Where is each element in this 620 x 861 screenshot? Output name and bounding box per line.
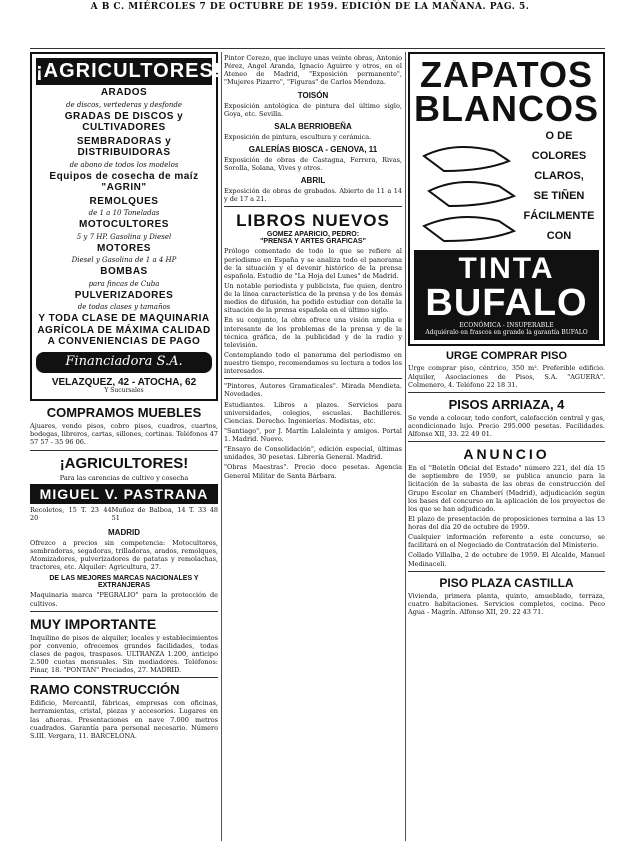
castilla-text: Vivienda, primera planta, quinto, amueblado, terraza, cuatro habitaciones. Servicios completos, cocina. Peco Agua - Magrín. Alfonso XII, 29. 22 43 71. (408, 591, 605, 616)
shoe-icon (414, 126, 524, 246)
muebles-title: COMPRAMOS MUEBLES (46, 405, 202, 421)
exhibition-title: SALA BERRIOBEÑA (274, 121, 352, 131)
separator (30, 677, 218, 678)
agri-item-title: ARADOS (100, 87, 148, 98)
tinta-bufalo-box (414, 250, 599, 340)
agri-item-title: PULVERIZADORES (74, 289, 174, 301)
exhibition-title: ABRIL (300, 176, 326, 186)
column-rule-2 (405, 52, 406, 841)
libros-title: LIBROS NUEVOS (236, 211, 390, 231)
exhibition-text: Exposición antológica de pintura del último siglo, Goya, etc. Sevilla. (224, 101, 402, 118)
exhibition-text: Exposición de obras de grabados. Abierto de 11 a 14 y de 17 a 21. (224, 187, 402, 204)
shoes-illustration (414, 126, 599, 246)
libros-ad: Estudiantes. Libros a plazos. Servicios para universidades, colegios, escuelas. Bachilleres. Ciencias. Derecho. Ingenierías. Modistas, etc. (224, 400, 402, 425)
libros-ad: "Pintores, Autores Gramaticales". Mirada Mendieta. Novedades. (224, 382, 402, 399)
zapatos-line1: ZAPATOS (419, 54, 593, 95)
libros-paragraph: Contemplando todo el panorama del periodismo en nuestro tiempo, recomendamos su lectura a todos los interesados. (224, 350, 402, 376)
agri-item-sub: de todas clases y tamaños (77, 303, 171, 312)
separator (408, 392, 605, 393)
agri-item-title: Y TODA CLASE DE MAQUINARIA AGRÍCOLA DE MÁXIMA CALIDAD A CONVENIENCIAS DE PAGO (37, 313, 211, 348)
marcas-title: DE LAS MEJORES MARCAS NACIONALES Y EXTRANJERAS (49, 575, 199, 590)
libros-subtitle-1: GOMEZ APARICIO, PEDRO: (266, 231, 360, 239)
libros-paragraph: Prólogo comentado de todo lo que se refiere al periodismo en España y se analiza todo el panorama de la situación y el devenir histórico de la prensa española. Estudio de "La Hoja del Lunes" de Madrid. (224, 247, 402, 280)
pastrana-addr-right: Muñoz de Balboa, 14 T. 33 48 51 (111, 505, 218, 522)
anuncio-paragraphs (408, 464, 605, 568)
agri-item-sub: para fincas de Cuba (88, 279, 160, 288)
exhibitions-list (224, 54, 402, 203)
anuncio-paragraph: El plazo de presentación de proposiciones termina a las 13 horas del día 20 de octubre de 1959. (408, 514, 605, 531)
madrid-title: MADRID (108, 527, 140, 537)
zapatos-side-line: CLAROS, (534, 170, 584, 182)
libros-subtitle-2: "PRENSA Y ARTES GRAFICAS" (260, 238, 366, 246)
tinta-line1: TINTA (458, 252, 555, 285)
separator (224, 206, 402, 207)
separator (30, 611, 218, 612)
construccion-text: Edificio, Mercantil, fábricas, empresas con oficinas, herramientas, cristal, piezas y accesorios. Lugares en las afueras. Presentaciones en nave 7.000 metros cuadrados. Garantía para personal necesario. Número S.III. Vergara, 11. BARCELONA. (30, 699, 218, 740)
separator (224, 378, 402, 379)
muebles-text: Ajuares, vendo pisos, cobro pisos, cuadros, cuartos, bodegas, libreros, cartas, sillones, cortinas. Teléfonos 47 57 57 - 35 96 06. (30, 422, 218, 447)
agri-item-title: SEMBRADORAS y DISTRIBUIDORAS (76, 135, 172, 159)
agricultores-ad (30, 52, 222, 401)
zapatos-ad (408, 52, 605, 346)
urge-title: URGE COMPRAR PISO (445, 350, 567, 363)
libros-paragraph: En su conjunto, la obra ofrece una visión amplia e interesante de los problemas de la prensa y de la técnica gráfica, de la publicidad y de la radio y televisión. (224, 316, 402, 349)
urge-text: Urge comprar piso, céntrico, 350 m². Preferible edificio. Alquiler, Asociaciones de Pisos, S.A. "AGUERA". Colmenero, 4. Teléfono 22 18 31. (408, 364, 605, 389)
zapatos-line2: BLANCOS (414, 88, 599, 129)
agri-item-title: Equipos de cosecha de maíz "AGRIN" (49, 170, 199, 194)
agri-item-title: MOTORES (97, 242, 151, 254)
zapatos-side-line: CON (546, 230, 572, 242)
agricultores-title: ¡AGRICULTORES! (36, 58, 212, 85)
importante-text: Inquilino de pisos de alquiler, locales y establecimientos por convenio, ofrecemos grandes facilidades, todas clases de pagos, traspasos. ULTRANZA 1.200, anticipo 2.500 cuotas mensuales. Sin mediadores. Teléfonos: Pinar, 18. "PONTAN" Preciados, 27. MADRID. (30, 633, 218, 675)
libros-ad: "Ensayo de Consolidación", edición especial, últimas unidades, 30 pesetas. Librería General. Madrid. (224, 445, 402, 462)
agricultores-items (36, 87, 212, 348)
exhibition-title: GALERÍAS BIOSCA - GENOVA, 11 (248, 144, 378, 154)
pastrana-addr-left: Recoletos, 15 T. 23 44 20 (30, 505, 112, 522)
separator (30, 450, 218, 451)
anuncio-paragraph: Collado Villalba, 2 de octubre de 1959. El Alcalde, Manuel Medinaceli. (408, 551, 605, 568)
agricultores2-title: ¡AGRICULTORES! (59, 454, 189, 472)
financiadora-banner: Financiadora S.A. (36, 352, 212, 373)
column-rule-1 (221, 52, 222, 841)
zapatos-side-text (519, 126, 599, 246)
agri-item-title: MOTOCULTORES (79, 219, 169, 231)
tinta-label1: ECONÓMICA - INSUPERABLE (459, 322, 554, 329)
agri-item-title: REMOLQUES (89, 195, 159, 207)
zapatos-side-line: SE TIÑEN (533, 190, 585, 202)
zapatos-side-line: FÁCILMENTE (523, 210, 595, 222)
agri-item-sub: de abono de todos los modelos (69, 160, 179, 169)
exhibition-title: TOISÓN (297, 90, 329, 100)
marcas-text: Maquinaria marca "PEGRALIO" para la protección de cultivos. (30, 591, 218, 608)
construccion-title: RAMO CONSTRUCCIÓN (30, 682, 180, 698)
anuncio-title: ANUNCIO (463, 446, 550, 463)
tinta-line2: BUFALO (425, 282, 588, 324)
column-middle (224, 52, 402, 482)
zapatos-side-line: O DE (545, 130, 573, 142)
agricultores2-sub: Para las carencias de cultivo y cosecha (59, 473, 189, 482)
tinta-label2: Adquiéralo en frascos en grande la garantía BUFALO (425, 329, 588, 337)
libros-ads (224, 382, 402, 479)
libros-ad: "Santiago", por J. Martín Lalaleinta y amigos. Portal 1. Madrid. Nuevo. (224, 426, 402, 443)
exhibition-text: Exposición de pintura, escultura y cerámica. (224, 132, 372, 141)
exhibition-text: Exposición de obras de Castagna, Ferrera, Rivas, Sorolla, Solana, Vives y otros. (224, 155, 402, 172)
libros-paragraph: Un notable periodista y publicista, fue quien, dentro de la línea característica de la prensa y de los demás medios de difusión, ha podido estudiar con detalle la situación de la prensa española en el último siglo. (224, 281, 402, 315)
agri-item-sub: 5 y 7 HP. Gasolina y Diesel (76, 232, 172, 241)
agri-item-title: GRADAS DE DISCOS y CULTIVADORES (64, 110, 184, 134)
madrid-text: Ofrezco a precios sin competencia: Motocultores, sembradoras, segadoras, trilladoras, arados, remolques, Atomizadores, pulverizadores de patatas y remolachas, tractores, etc. Alquiler: Agricultura, 27. (30, 538, 218, 572)
libros-paragraphs (224, 247, 402, 375)
zapatos-side-line: COLORES (531, 150, 587, 162)
arriaza-text: Se vende a colocar, todo confort, calefacción central y gas, acondicionado lujo. Precio 295.000 pesetas. Facilidades. Alfonso XII, 33. 22 49 01. (408, 413, 605, 438)
separator (408, 441, 605, 442)
pastrana-addresses (30, 504, 218, 524)
libros-ad: "Obras Maestras". Precio doce pesetas. Agencia General Militar de Santa Bárbara. (224, 463, 402, 480)
agri-item-title: BOMBAS (100, 266, 148, 278)
agricultores-note: Y Sucursales (104, 387, 144, 395)
page-header: A B C. MIÉRCOLES 7 DE OCTUBRE DE 1959. EDICIÓN DE LA MAÑANA. PAG. 5. (90, 2, 530, 12)
separator (408, 571, 605, 572)
agricultores-address: VELAZQUEZ, 42 - ATOCHA, 62 (51, 376, 197, 388)
header-rule (30, 48, 605, 49)
anuncio-paragraph: En el "Boletín Oficial del Estado" número 221, del día 15 de septiembre de 1959, se publica anuncio para la licitación de la subasta de las obras de construcción del Grupo Escolar en Chamberí (Madrid), adjudicación según los bases del concurso en la aplicación de los proyectos de los que se han adjudicado. (408, 464, 605, 513)
arriaza-title: PISOS ARRIAZA, 4 (448, 396, 565, 412)
castilla-title: PISO PLAZA CASTILLA (439, 575, 574, 590)
importante-title: MUY IMPORTANTE (30, 615, 157, 632)
agri-item-sub: de 1 a 10 Toneladas (88, 209, 160, 218)
column-right (408, 52, 605, 618)
agri-item-sub: Diesel y Gasolina de 1 a 4 HP (71, 256, 177, 265)
agri-item-sub: de discos, vertederas y desfonde (65, 100, 183, 109)
pastrana-brand: MIGUEL V. PASTRANA (30, 484, 218, 504)
exhibition-text: Pintor Cerezo, que incluye unas veinte obras, Antonio Pérez, Angel Aranda, Ignacio Aguirre y otros, en el Ateneo de Madrid, "Exposición permanente", "Mujeres Pizarro", "Figuras" de Carlos Mendoza. (224, 54, 402, 87)
anuncio-paragraph: Cualquier información referente a este concurso, se facilitará en el Negociado de Contratación del Ministerio. (408, 533, 605, 550)
column-left (30, 52, 222, 742)
